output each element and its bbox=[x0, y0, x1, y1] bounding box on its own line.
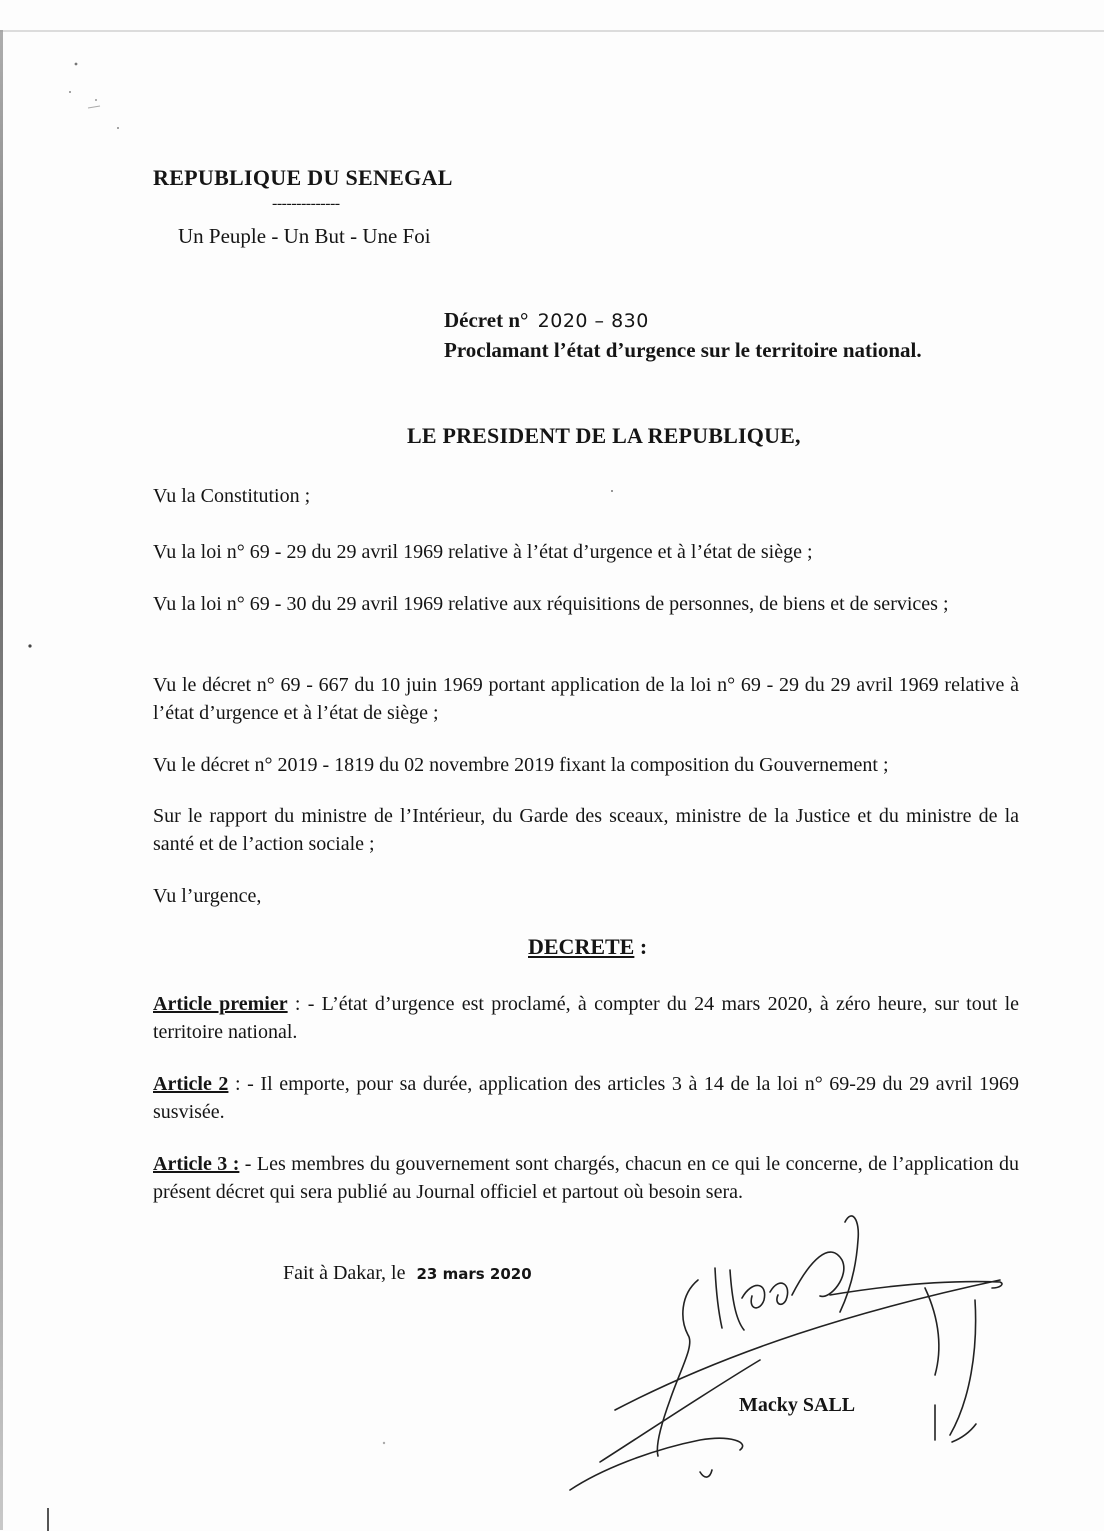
article-label: Article premier bbox=[153, 993, 288, 1015]
issuer-heading: LE PRESIDENT DE LA REPUBLIQUE, bbox=[407, 423, 801, 448]
visa-paragraph: Vu le décret n° 69 - 667 du 10 juin 1969 portant application de la loi n° 69 - 29 du 29 avril 1969 relative à l’état d’urgence et à l’état de siège ; bbox=[153, 674, 1019, 724]
handwritten-signature bbox=[530, 1200, 1030, 1500]
decrete-suffix: : bbox=[634, 934, 648, 959]
national-motto: Un Peuple - Un But - Une Foi bbox=[178, 224, 431, 248]
article-text: : - L’état d’urgence est proclamé, à compter du 24 mars 2020, à zéro heure, sur tout le territoire national. bbox=[153, 993, 1019, 1043]
article-paragraph bbox=[153, 1150, 1019, 1206]
signing-date: 23 mars 2020 bbox=[416, 1265, 532, 1283]
visa-paragraph: Vu la loi n° 69 - 29 du 29 avril 1969 relative à l’état d’urgence et à l’état de siège ; bbox=[153, 541, 813, 563]
heading-separator: -------------- bbox=[272, 195, 340, 212]
article-paragraph bbox=[153, 990, 1019, 1046]
signatory-name: Macky SALL bbox=[739, 1394, 856, 1416]
decree-subtitle: Proclamant l’état d’urgence sur le territoire national. bbox=[444, 338, 922, 362]
visa-paragraph: Vu la Constitution ; bbox=[153, 485, 311, 507]
decrete-heading bbox=[528, 934, 647, 960]
article-label: Article 3 : bbox=[153, 1153, 240, 1175]
article-text: : - Il emporte, pour sa durée, application des articles 3 à 14 de la loi n° 69-29 du 29 avril 1969 susvisée. bbox=[153, 1073, 1019, 1123]
report-paragraph: Sur le rapport du ministre de l’Intérieur, du Garde des sceaux, ministre de la Justice et du ministre de la santé et de l’action sociale ; bbox=[153, 805, 1019, 855]
decree-number: 2020 – 830 bbox=[537, 310, 649, 332]
decrete-word: DECRETE bbox=[528, 934, 635, 959]
urgency-paragraph: Vu l’urgence, bbox=[153, 885, 262, 907]
visa-paragraph: Vu la loi n° 69 - 30 du 29 avril 1969 relative aux réquisitions de personnes, de biens et de services ; bbox=[153, 593, 949, 615]
visa-paragraph: Vu le décret n° 2019 - 1819 du 02 novembre 2019 fixant la composition du Gouvernement ; bbox=[153, 754, 889, 776]
decree-label: Décret n° bbox=[444, 308, 529, 332]
place-text: Fait à Dakar, le bbox=[283, 1262, 406, 1284]
article-label: Article 2 bbox=[153, 1073, 229, 1095]
place-and-date bbox=[283, 1262, 532, 1285]
article-paragraph bbox=[153, 1070, 1019, 1126]
country-heading: REPUBLIQUE DU SENEGAL bbox=[153, 165, 453, 190]
decree-number-line bbox=[444, 308, 649, 333]
article-text: - Les membres du gouvernement sont chargés, chacun en ce qui le concerne, de l’application du présent décret qui sera publié au Journal officiel et partout où besoin sera. bbox=[153, 1153, 1019, 1203]
